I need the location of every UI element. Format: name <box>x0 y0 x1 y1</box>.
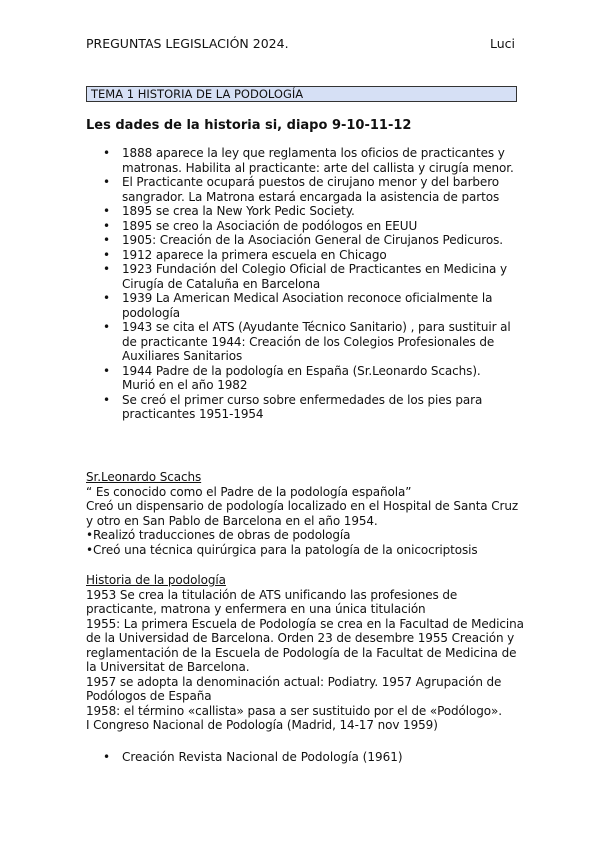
history-line: 1955: La primera Escuela de Podología se crea en la Facultad de Medicina de la Universidad de Barcelona. Orden 23 de desembre 1955 Creación y reglamentación de la Escuela de Podología de la Facultat de Medicina de la Universitat de Barcelona. <box>86 616 528 674</box>
list-item: • 1888 aparece la ley que reglamenta los oficios de practicantes y matronas. Habilita al practicante: arte del callista y cirugía menor. <box>0 146 516 175</box>
list-item: • 1943 se cita el ATS (Ayudante Técnico Sanitario) , para sustituir al de practicante 1944: Creación de los Colegios Profesionales de Auxiliares Sanitarios <box>0 320 516 364</box>
timeline-list <box>0 146 600 422</box>
section-title: TEMA 1 HISTORIA DE LA PODOLOGÍA <box>91 87 304 101</box>
header-title: PREGUNTAS LEGISLACIÓN 2024. <box>86 36 289 51</box>
scachs-line: “ Es conocido como el Padre de la podología española” <box>86 484 412 499</box>
list-item: • 1923 Fundación del Colegio Oficial de Practicantes en Medicina y Cirugía de Cataluña en Barcelona <box>0 262 516 291</box>
section-title-box <box>86 86 517 102</box>
history-section <box>86 573 526 733</box>
list-item: • 1895 se creo la Asociación de podólogos en EEUU <box>0 219 516 234</box>
list-item: • Se creó el primer curso sobre enfermedades de los pies para practicantes 1951-1954 <box>0 393 516 422</box>
history-line: 1953 Se crea la titulación de ATS unificando las profesiones de practicante, matrona y enfermera en una única titulación <box>86 587 461 616</box>
history-line: I Congreso Nacional de Podología (Madrid, 14-17 nov 1959) <box>86 718 438 732</box>
scachs-line: •Creó una técnica quirúrgica para la patología de la onicocriptosis <box>86 542 478 557</box>
list-item: • 1912 aparece la primera escuela en Chicago <box>0 248 516 263</box>
history-bullet-list <box>0 750 403 765</box>
list-item: • 1895 se crea la New York Pedic Society. <box>0 204 516 219</box>
list-item: • 1905: Creación de la Asociación General de Cirujanos Pedicuros. <box>0 233 516 248</box>
list-item: • El Practicante ocupará puestos de cirujano menor y del barbero sangrador. La Matrona estará encargada la asistencia de partos <box>0 175 516 204</box>
header-author: Luci <box>490 36 516 51</box>
scachs-line: •Realizó traducciones de obras de podología <box>86 528 351 542</box>
history-line: 1958: el término «callista» pasa a ser sustituido por el de «Podólogo». <box>86 703 502 718</box>
subtitle: Les dades de la historia si, diapo 9-10-11-12 <box>86 118 412 133</box>
list-item: • 1939 La American Medical Asociation reconoce oficialmente la podología <box>0 291 516 320</box>
scachs-section <box>86 470 526 557</box>
scachs-line: Creó un dispensario de podología localizado en el Hospital de Santa Cruz y otro en San Pablo de Barcelona en el año 1954. <box>86 499 522 528</box>
scachs-heading: Sr.Leonardo Scachs <box>86 470 202 484</box>
history-heading: Historia de la podología <box>86 573 226 587</box>
history-line: 1957 se adopta la denominación actual: Podiatry. 1957 Agrupación de Podólogos de España <box>86 674 506 703</box>
list-item: • Creación Revista Nacional de Podología (1961) <box>0 750 403 765</box>
list-item: • 1944 Padre de la podología en España (Sr.Leonardo Scachs). Murió en el año 1982 <box>0 364 516 393</box>
